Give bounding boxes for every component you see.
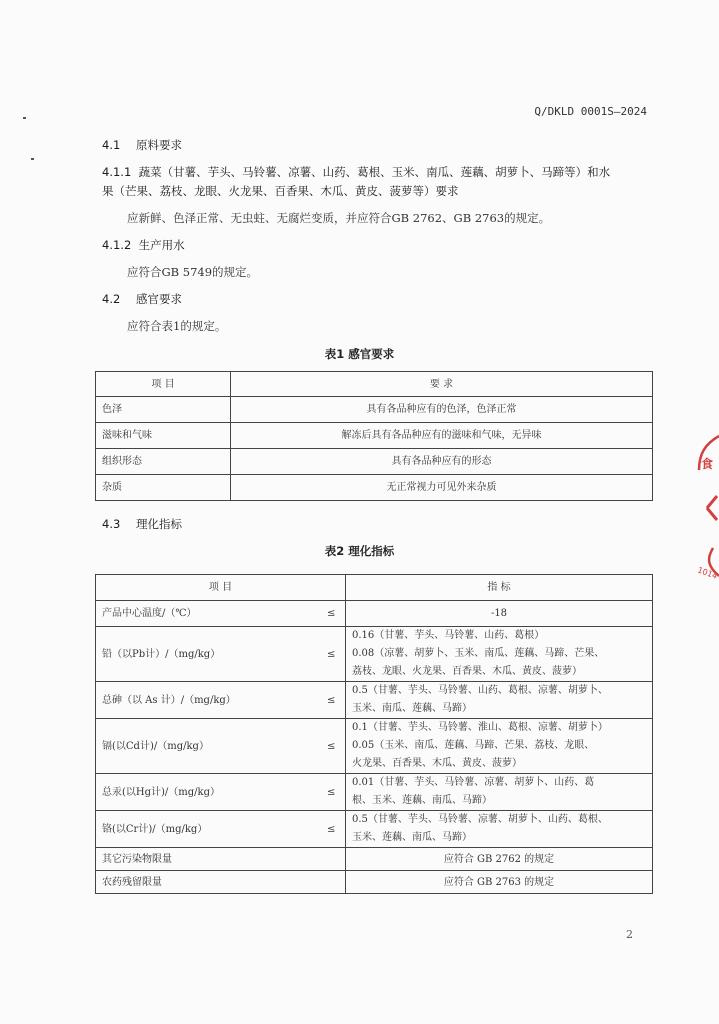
table2-value [346, 627, 653, 682]
section-number: 4.1.1 [102, 165, 132, 179]
table1-header-item: 项 目 [96, 372, 231, 397]
table1-item: 组织形态 [96, 449, 231, 475]
section-title-line1: 蔬菜（甘薯、芋头、马铃薯、凉薯、山药、葛根、玉米、南瓜、莲藕、胡萝卜、马蹄等）和水 [138, 165, 611, 179]
section-number: 4.2 [102, 292, 121, 306]
table1-item: 杂质 [96, 475, 231, 501]
le-symbol: ≤ [318, 682, 346, 719]
table2-item: 铅（以Pb计）/（mg/kg） [96, 627, 318, 682]
table2-caption: 表2 理化指标 [324, 544, 395, 558]
table-row [96, 423, 653, 449]
table2-item: 镉(以Cd计)/（mg/kg） [96, 719, 318, 774]
value-line: 0.08（凉薯、胡萝卜、玉米、南瓜、莲藕、马蹄、芒果、 [352, 648, 605, 659]
table-row [96, 475, 653, 501]
section-4-1-2-text: 应符合GB 5749的规定。 [127, 265, 259, 279]
value-line: 玉米、南瓜、莲藕、马蹄） [352, 703, 472, 714]
table2-value: 应符合 GB 2762 的规定 [346, 848, 653, 871]
table2 [95, 574, 653, 894]
table1-header-row [96, 372, 653, 397]
section-4-2 [102, 291, 182, 307]
table2-header-value: 指 标 [346, 575, 653, 601]
table1-req: 具有各品种应有的形态 [231, 449, 653, 475]
value-line: 0.01（甘薯、芋头、马铃薯、凉薯、胡萝卜、山药、葛 [352, 777, 595, 788]
section-number: 4.1.2 [102, 238, 132, 252]
value-line: 0.1（甘薯、芋头、马铃薯、淮山、葛根、凉薯、胡萝卜） [352, 722, 608, 733]
table2-value [346, 811, 653, 848]
table2-value [346, 719, 653, 774]
table2-item: 农药残留限量 [96, 871, 346, 894]
table1-req: 无正常视力可见外来杂质 [231, 475, 653, 501]
value-line: 0.5（甘薯、芋头、马铃薯、山药、葛根、凉薯、胡萝卜、 [352, 685, 608, 696]
table2-value: 应符合 GB 2763 的规定 [346, 871, 653, 894]
table2-value [346, 774, 653, 811]
table-row [96, 682, 653, 719]
value-line: 0.5（甘薯、芋头、马铃薯、凉薯、胡萝卜、山药、葛根、 [352, 814, 608, 825]
table-row [96, 848, 653, 871]
section-title: 生产用水 [138, 238, 185, 252]
scan-mark [31, 158, 34, 160]
table1-req: 具有各品种应有的色泽，色泽正常 [231, 397, 653, 423]
table-row [96, 774, 653, 811]
section-title: 感官要求 [136, 292, 182, 306]
page-number: 2 [626, 928, 633, 941]
table-row [96, 871, 653, 894]
table2-value [346, 682, 653, 719]
value-line: 0.16（甘薯、芋头、马铃薯、山药、葛根） [352, 630, 545, 641]
table2-header-row [96, 575, 653, 601]
table2-header-item: 项 目 [96, 575, 346, 601]
value-line: 0.05（玉米、南瓜、莲藕、马蹄、芒果、荔枝、龙眼、 [352, 740, 595, 751]
table1 [95, 371, 653, 501]
value-line: 荔枝、龙眼、火龙果、百香果、木瓜、黄皮、菠萝） [352, 666, 582, 677]
section-title: 原料要求 [136, 138, 182, 152]
table2-item: 铬(以Cr计)/（mg/kg） [96, 811, 318, 848]
section-4-3 [102, 516, 182, 532]
table-row [96, 719, 653, 774]
le-symbol: ≤ [318, 627, 346, 682]
section-title-line2: 果（芒果、荔枝、龙眼、火龙果、百香果、木瓜、黄皮、菠萝等）要求 [102, 184, 459, 198]
le-symbol: ≤ [318, 774, 346, 811]
table1-item: 色泽 [96, 397, 231, 423]
section-4-2-text: 应符合表1的规定。 [127, 319, 227, 333]
value-line: 根、玉米、莲藕、南瓜、马蹄） [352, 795, 492, 806]
le-symbol: ≤ [318, 601, 346, 627]
section-title: 理化指标 [136, 517, 182, 531]
table1-item: 滋味和气味 [96, 423, 231, 449]
document-code: Q/DKLD 0001S—2024 [534, 105, 647, 118]
seal-char: 食 [701, 457, 714, 471]
seal-text: 1014 [696, 565, 719, 581]
table2-item: 总汞(以Hg计)/（mg/kg） [96, 774, 318, 811]
section-4-1-2 [102, 237, 185, 253]
seal-stamp [693, 430, 719, 590]
section-number: 4.3 [102, 517, 121, 531]
table1-req: 解冻后具有各品种应有的滋味和气味，无异味 [231, 423, 653, 449]
table-row [96, 627, 653, 682]
table1-caption: 表1 感官要求 [324, 347, 395, 361]
table-row [96, 811, 653, 848]
le-symbol: ≤ [318, 719, 346, 774]
le-symbol: ≤ [318, 811, 346, 848]
table-row [96, 449, 653, 475]
table-row [96, 397, 653, 423]
section-4-1-1-text: 应新鲜、色泽正常、无虫蛀、无腐烂变质，并应符合GB 2762、GB 2763的规定。 [127, 211, 551, 225]
table1-header-req: 要 求 [231, 372, 653, 397]
section-4-1 [102, 137, 182, 153]
table2-item: 其它污染物限量 [96, 848, 346, 871]
section-number: 4.1 [102, 138, 121, 152]
table2-value: -18 [346, 601, 653, 627]
table2-item: 总砷（以 As 计）/（mg/kg） [96, 682, 318, 719]
table2-item: 产品中心温度/（℃） [96, 601, 318, 627]
value-line: 玉米、莲藕、南瓜、马蹄） [352, 832, 472, 843]
table-row [96, 601, 653, 627]
value-line: 火龙果、百香果、木瓜、黄皮、菠萝） [352, 758, 522, 769]
scan-mark [23, 117, 26, 119]
section-4-1-1 [102, 164, 610, 180]
